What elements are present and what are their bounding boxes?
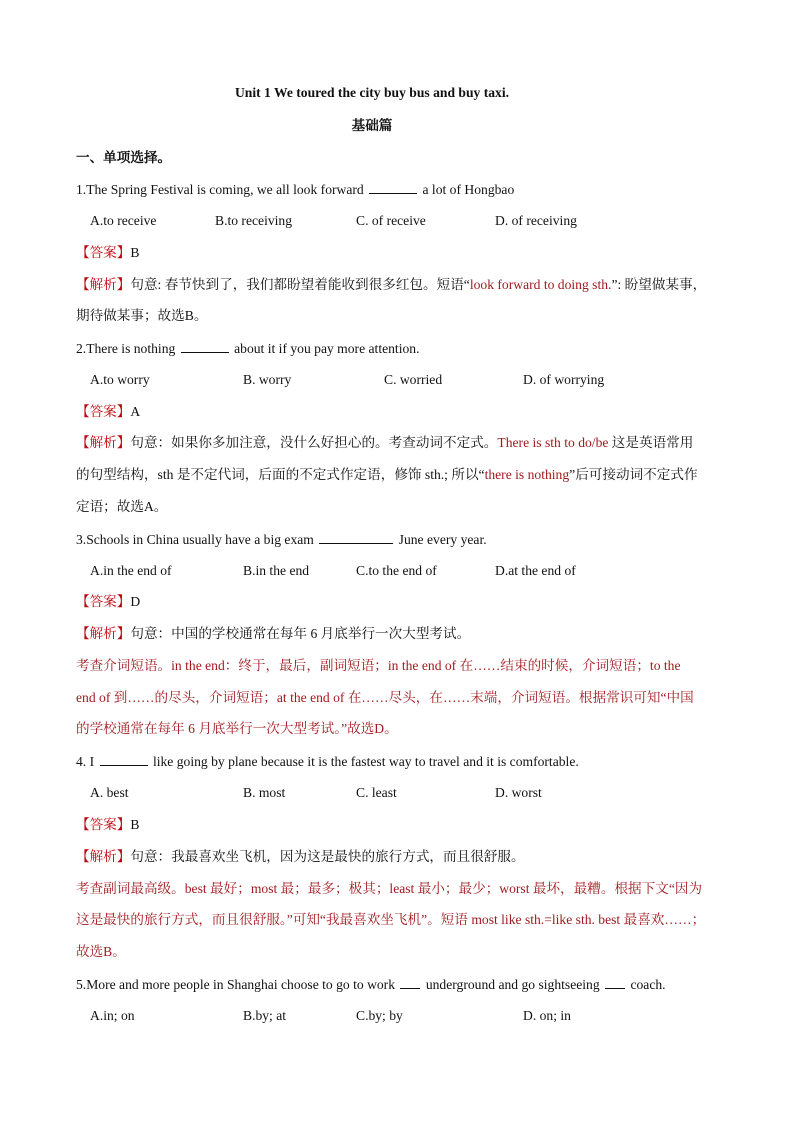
question-1-option-d: D. of receiving bbox=[495, 213, 577, 228]
answer-label: 【答案】 bbox=[76, 404, 131, 419]
document-title: Unit 1 We toured the city buy bus and buy taxi. bbox=[234, 85, 510, 100]
answer-label: 【答案】 bbox=[76, 594, 131, 609]
question-2-text-a: 2.There is nothing bbox=[76, 341, 176, 356]
question-1-stem bbox=[76, 180, 514, 199]
question-3-blank bbox=[319, 530, 393, 544]
question-2-analysis-line-2 bbox=[76, 466, 698, 484]
question-5-blank-1 bbox=[400, 975, 420, 989]
analysis-phrase: there is nothing bbox=[484, 467, 570, 482]
question-1-option-a: A.to receive bbox=[90, 213, 157, 228]
question-4-answer-value: B bbox=[130, 817, 140, 832]
question-4-option-a: A. best bbox=[90, 785, 129, 800]
question-4-blank bbox=[100, 752, 148, 766]
question-2-analysis-line-1 bbox=[76, 434, 693, 452]
question-4-option-c: C. least bbox=[356, 785, 397, 800]
analysis-text: ”: 盼望做某事， bbox=[611, 277, 707, 292]
question-4-analysis-line-2: 这是最快的旅行方式，而且很舒服。”可知“我最喜欢坐飞机”。短语 most like sth.=like sth. best 最喜欢……； bbox=[76, 912, 706, 927]
question-3-analysis-head bbox=[76, 625, 470, 643]
question-4-text-a: 4. I bbox=[76, 754, 95, 769]
analysis-text: ”后可接动词不定式作 bbox=[569, 467, 698, 482]
question-3-analysis-line-1: 考查介词短语。in the end：终于，最后，副词短语；in the end of 在……结束的时候，介词短语；to the bbox=[76, 658, 681, 673]
question-5-stem bbox=[76, 975, 666, 994]
question-2-option-d: D. of worrying bbox=[523, 372, 605, 387]
question-4-option-b: B. most bbox=[243, 785, 286, 800]
question-5-blank-2 bbox=[605, 975, 625, 989]
question-4-analysis-line-1: 考查副词最高级。best 最好；most 最；最多；极其；least 最小；最少；worst 最坏，最糟。根据下文“因为 bbox=[76, 881, 703, 896]
question-4-answer bbox=[76, 816, 139, 834]
question-1-blank bbox=[369, 180, 417, 194]
question-3-text-a: 3.Schools in China usually have a big exam bbox=[76, 532, 314, 547]
question-3-analysis-line-3: 的学校通常在每年 6 月底举行一次大型考试。”故选D。 bbox=[76, 721, 398, 736]
question-2-answer bbox=[76, 403, 140, 421]
document-subtitle: 基础篇 bbox=[351, 118, 393, 133]
question-4-text-b: like going by plane because it is the fastest way to travel and it is comfortable. bbox=[152, 754, 579, 769]
analysis-phrase: look forward to doing sth. bbox=[469, 277, 612, 292]
answer-label: 【答案】 bbox=[76, 245, 131, 260]
question-3-option-d: D.at the end of bbox=[495, 563, 576, 578]
question-5-option-a: A.in; on bbox=[90, 1008, 135, 1023]
question-3-option-b: B.in the end bbox=[243, 563, 310, 578]
question-3-answer-value: D bbox=[130, 594, 141, 609]
analysis-text: 的句型结构，sth 是不定代词，后面的不定式作定语，修饰 sth.; 所以“ bbox=[76, 467, 485, 482]
question-5-option-c: C.by; by bbox=[356, 1008, 403, 1023]
question-2-analysis-line-3 bbox=[76, 498, 167, 516]
answer-label: 【答案】 bbox=[76, 817, 131, 832]
question-5-text-c: coach. bbox=[630, 977, 666, 992]
analysis-text: 句意：如果你多加注意，没什么好担心的。考查动词不定式。 bbox=[130, 435, 498, 450]
section-heading: 一、单项选择。 bbox=[76, 150, 172, 165]
analysis-phrase: There is sth to do/be bbox=[497, 435, 609, 450]
question-4-analysis-head bbox=[76, 848, 525, 866]
question-3-answer bbox=[76, 593, 140, 611]
analysis-label: 【解析】 bbox=[76, 626, 131, 641]
question-1-analysis-line-2 bbox=[76, 307, 207, 325]
analysis-text: 句意：中国的学校通常在每年 6 月底举行一次大型考试。 bbox=[130, 626, 471, 641]
analysis-text: 定语；故选A。 bbox=[76, 499, 168, 514]
question-1-answer-value: B bbox=[130, 245, 140, 260]
question-3-stem bbox=[76, 530, 487, 549]
question-2-option-c: C. worried bbox=[384, 372, 443, 387]
analysis-text: 期待做某事；故选B。 bbox=[76, 308, 208, 323]
question-3-option-a: A.in the end of bbox=[90, 563, 172, 578]
question-4-stem bbox=[76, 752, 579, 771]
question-5-option-b: B.by; at bbox=[243, 1008, 287, 1023]
question-1-text-a: 1.The Spring Festival is coming, we all look forward bbox=[76, 182, 364, 197]
question-1-option-b: B.to receiving bbox=[215, 213, 293, 228]
question-3-text-b: June every year. bbox=[398, 532, 487, 547]
question-5-text-a: 5.More and more people in Shanghai choose to go to work bbox=[76, 977, 396, 992]
question-2-stem bbox=[76, 339, 419, 358]
question-2-option-b: B. worry bbox=[243, 372, 292, 387]
question-3-option-c: C.to the end of bbox=[356, 563, 437, 578]
question-2-blank bbox=[181, 339, 229, 353]
question-2-answer-value: A bbox=[130, 404, 141, 419]
question-2-option-a: A.to worry bbox=[90, 372, 150, 387]
question-4-analysis-line-3: 故选B。 bbox=[76, 944, 126, 959]
question-3-analysis-line-2: end of 到……的尽头，介词短语；at the end of 在……尽头，在……末端，介词短语。根据常识可知“中国 bbox=[76, 690, 694, 705]
analysis-label: 【解析】 bbox=[76, 849, 131, 864]
question-5-option-d: D. on; in bbox=[523, 1008, 571, 1023]
analysis-text: 句意：我最喜欢坐飞机，因为这是最快的旅行方式，而且很舒服。 bbox=[130, 849, 525, 864]
question-1-option-c: C. of receive bbox=[356, 213, 426, 228]
analysis-text: 这是英语常用 bbox=[608, 435, 694, 450]
question-5-text-b: underground and go sightseeing bbox=[425, 977, 600, 992]
analysis-text: 句意: 春节快到了，我们都盼望着能收到很多红包。短语“ bbox=[130, 277, 470, 292]
question-4-option-d: D. worst bbox=[495, 785, 542, 800]
question-1-analysis-line-1 bbox=[76, 276, 706, 294]
question-1-text-b: a lot of Hongbao bbox=[422, 182, 515, 197]
question-2-text-b: about it if you pay more attention. bbox=[234, 341, 420, 356]
question-1-answer bbox=[76, 244, 139, 262]
analysis-label: 【解析】 bbox=[76, 435, 131, 450]
analysis-label: 【解析】 bbox=[76, 277, 131, 292]
